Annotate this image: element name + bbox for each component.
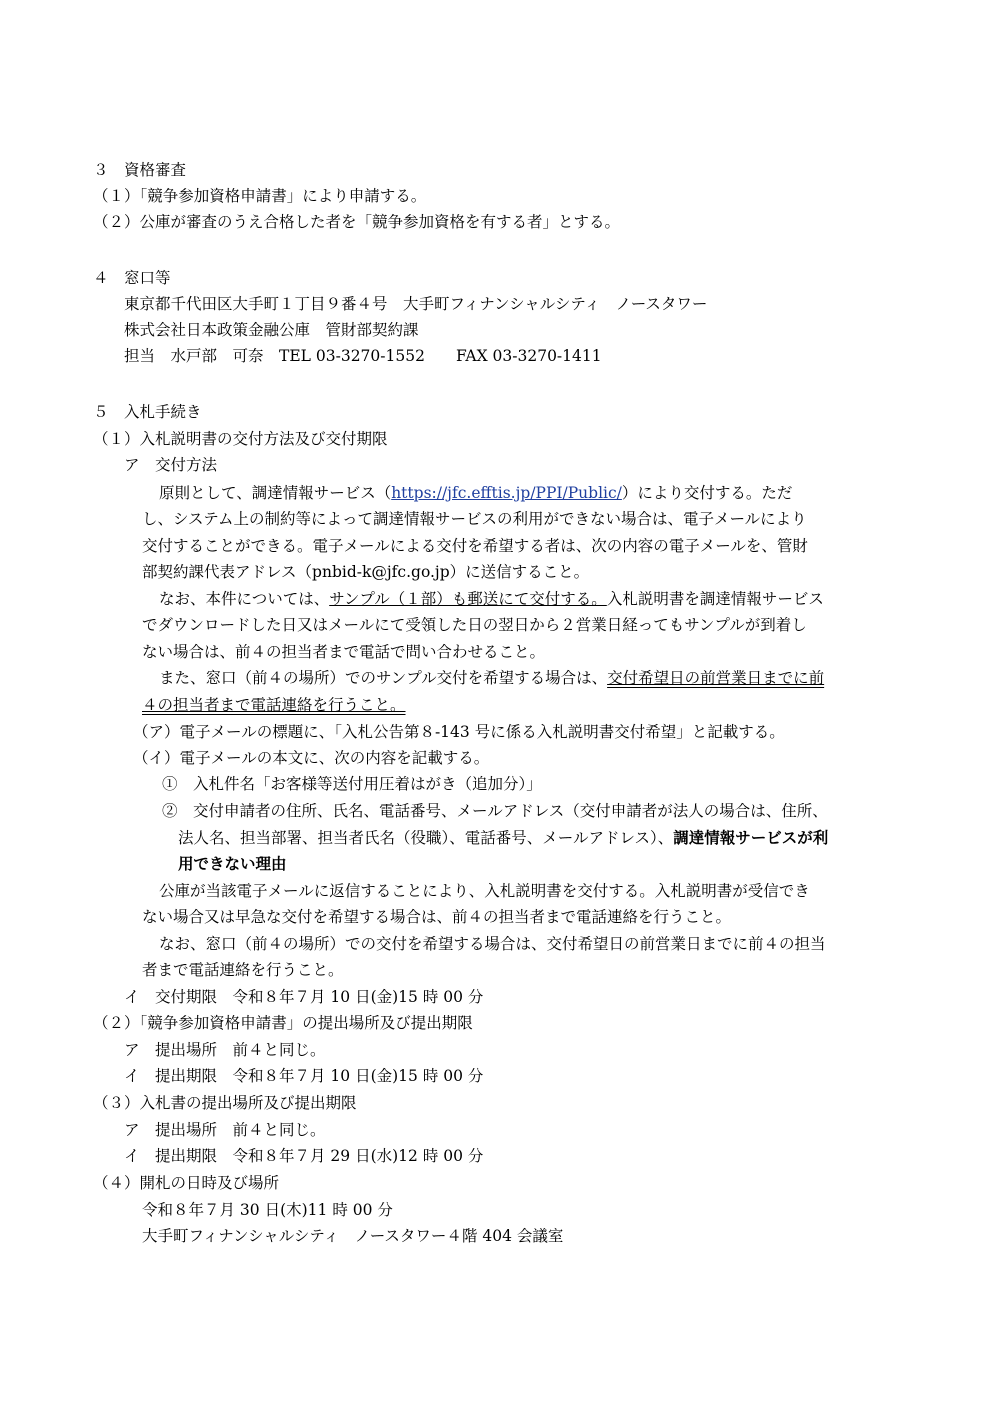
subsection-1-title: （１）入札説明書の交付方法及び交付期限 — [93, 430, 388, 448]
opening-datetime: 令和８年７月 30 日(木)11 時 00 分 — [142, 1201, 393, 1219]
subsection-2-item-b: イ 提出期限 令和８年７月 10 日(金)15 時 00 分 — [124, 1067, 484, 1085]
paragraph-4-line-2: ない場合又は早急な交付を希望する場合は、前４の担当者まで電話連絡を行うこと。 — [142, 908, 732, 926]
procurement-service-link[interactable]: https://jfc.efftis.jp/PPI/Public/ — [391, 484, 622, 502]
item-a-ii: （イ）電子メールの本文に、次の内容を記載する。 — [133, 749, 490, 767]
circle-item-2-line-3: 用できない理由 — [178, 854, 287, 873]
paragraph-2-text-cont: 入札説明書を調達情報サービス — [606, 590, 824, 608]
section-3-item-1: （１）「競争参加資格申請書」により申請する。 — [93, 187, 427, 205]
subsection-2-item-a: ア 提出場所 前４と同じ。 — [124, 1041, 326, 1059]
paragraph-1-line-4: 部契約課代表アドレス（pnbid-k@jfc.go.jp）に送信すること。 — [142, 563, 590, 581]
circle-item-2-line-1: ② 交付申請者の住所、氏名、電話番号、メールアドレス（交付申請者が法人の場合は、住所、 — [162, 802, 828, 820]
paragraph-2-line-1 — [159, 589, 824, 609]
subsection-3-item-b: イ 提出期限 令和８年７月 29 日(水)12 時 00 分 — [124, 1147, 484, 1165]
paragraph-1-line-2: し、システム上の制約等によって調達情報サービスの利用ができない場合は、電子メールにより — [142, 510, 807, 528]
contact-organization: 株式会社日本政策金融公庫 管財部契約課 — [124, 321, 419, 339]
paragraph-5-line-1: なお、窓口（前４の場所）での交付を希望する場合は、交付希望日の前営業日までに前４の担当 — [159, 935, 826, 953]
item-b-deadline: イ 交付期限 令和８年７月 10 日(金)15 時 00 分 — [124, 988, 484, 1006]
circle-item-2-line-2 — [178, 828, 828, 848]
sample-mail-notice: サンプル（１部）も郵送にて交付する。 — [329, 590, 607, 608]
item-a-i: （ア）電子メールの標題に、「入札公告第８-143 号に係る入札説明書交付希望」と記載する。 — [133, 723, 785, 741]
paragraph-1-line-3: 交付することができる。電子メールによる交付を希望する者は、次の内容の電子メールを、管財 — [142, 537, 808, 555]
paragraph-3-text: また、窓口（前４の場所）でのサンプル交付を希望する場合は、 — [159, 669, 608, 687]
paragraph-2-line-2: でダウンロードした日又はメールにて受領した日の翌日から２営業日経ってもサンプルが到着し — [142, 616, 807, 634]
section-3-heading: ３ 資格審査 — [93, 161, 187, 179]
paragraph-1-text: 原則として、調達情報サービス（ — [159, 484, 392, 502]
opening-place: 大手町フィナンシャルシティ ノースタワー４階 404 会議室 — [142, 1227, 564, 1245]
subsection-4-title: （４）開札の日時及び場所 — [93, 1174, 280, 1192]
circle-item-1: ① 入札件名「お客様等送付用圧着はがき（追加分）」 — [162, 775, 542, 793]
contact-address: 東京都千代田区大手町１丁目９番４号 大手町フィナンシャルシティ ノースタワー — [124, 295, 708, 313]
paragraph-1-text-cont: ）により交付する。ただ — [621, 484, 793, 502]
paragraph-2-line-3: ない場合は、前４の担当者まで電話で問い合わせること。 — [142, 643, 546, 661]
section-5-heading: ５ 入札手続き — [93, 403, 202, 421]
paragraph-1-line-1 — [159, 483, 792, 503]
subsection-3-item-a: ア 提出場所 前４と同じ。 — [124, 1121, 326, 1139]
paragraph-5-line-2: 者まで電話連絡を行うこと。 — [142, 961, 344, 979]
contact-person: 担当 水戸部 可奈 TEL 03-3270-1552 FAX 03-3270-1411 — [124, 347, 602, 365]
paragraph-3-line-1 — [159, 668, 824, 688]
paragraph-2-text: なお、本件については、 — [159, 590, 330, 608]
item-a-title: ア 交付方法 — [124, 456, 218, 474]
circle-item-2-bold: 調達情報サービスが利 — [673, 828, 829, 847]
subsection-3-title: （３）入札書の提出場所及び提出期限 — [93, 1094, 357, 1112]
circle-item-2-text: 法人名、担当部署、担当者氏名（役職）、電話番号、メールアドレス）、 — [178, 829, 674, 847]
subsection-2-title: （２）「競争参加資格申請書」の提出場所及び提出期限 — [93, 1014, 473, 1032]
paragraph-4-line-1: 公庫が当該電子メールに返信することにより、入札説明書を交付する。入札説明書が受信でき — [159, 882, 810, 900]
deadline-notice: 交付希望日の前営業日までに前 — [607, 669, 825, 687]
section-4-heading: ４ 窓口等 — [93, 269, 171, 287]
deadline-notice-cont: ４の担当者まで電話連絡を行うこと。 — [142, 696, 406, 714]
section-3-item-2: （２）公庫が審査のうえ合格した者を「競争参加資格を有する者」とする。 — [93, 213, 621, 231]
